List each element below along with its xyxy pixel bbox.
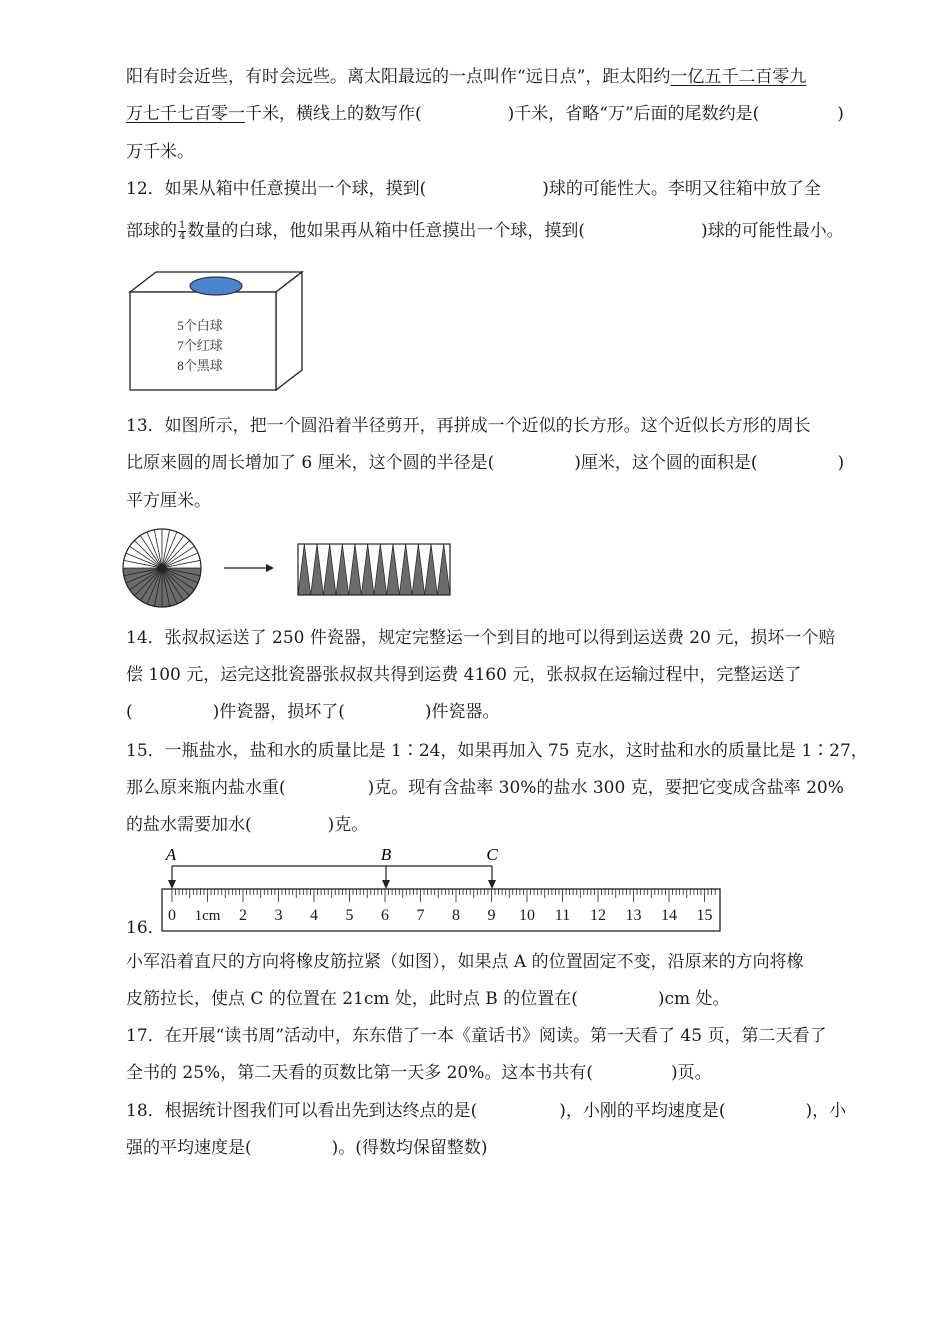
ruler-number: 8 [452, 907, 460, 924]
q15-line-2: 那么原来瓶内盐水重( )克。现有含盐率 30%的盐水 300 克，要把它变成含盐率 20% [126, 778, 844, 798]
q16-ruler-figure [150, 842, 726, 934]
q15-line-1: 15．一瓶盐水，盐和水的质量比是 1∶24，如果再加入 75 克水，这时盐和水的质量比是 1∶27， [126, 741, 868, 761]
ruler-number: 12 [590, 907, 606, 924]
q18-line-1: 18．根据统计图我们可以看出先到达终点的是( )，小刚的平均速度是( )，小 [126, 1101, 847, 1121]
ruler-number: 7 [416, 907, 425, 924]
q18-line-2: 强的平均速度是( )。(得数均保留整数) [126, 1138, 488, 1158]
ruler-number: 4 [310, 907, 318, 924]
ruler-number: 15 [696, 907, 713, 924]
ruler-number: 1cm [194, 908, 221, 924]
ruler-number: 9 [487, 907, 496, 924]
q11-line-3: 万千米。 [126, 142, 194, 162]
q16-line-2: 皮筋拉长，使点 C 的位置在 21cm 处，此时点 B 的位置在( )cm 处。 [126, 989, 730, 1009]
box-hole [190, 277, 242, 295]
point-label-b: B [380, 845, 392, 864]
q12-line-1: 12．如果从箱中任意摸出一个球，摸到( )球的可能性大。李明又往箱中放了全 [126, 179, 821, 199]
box-label-black: 8个黑球 [177, 358, 223, 373]
q14-line-1: 14．张叔叔运送了 250 件瓷器，规定完整运一个到目的地可以得到运送费 20 元，损坏一个赔 [126, 628, 836, 648]
rectangle-sector-up [361, 544, 374, 595]
q11-underlined-number-part1: 一亿五千二百零九 [670, 67, 807, 87]
q15-line-3: 的盐水需要加水( )克。 [126, 815, 369, 835]
ruler-number: 0 [168, 907, 176, 924]
rectangle-sector-up [399, 544, 412, 595]
rectangle-sector-up [298, 544, 311, 595]
arrow-a-head [168, 880, 176, 889]
q16-number: 16． [126, 918, 165, 938]
q13-line-2: 比原来圆的周长增加了 6 厘米，这个圆的半径是( )厘米，这个圆的面积是( ) [126, 453, 845, 473]
box-label-white: 5个白球 [177, 318, 223, 333]
q11-line-1: 阳有时会近些，有时会远些。离太阳最远的一点叫作“远日点”，距太阳约一亿五千二百零九 [126, 67, 807, 87]
q13-line-3: 平方厘米。 [126, 491, 211, 511]
rectangle-sector-up [437, 544, 450, 595]
q17-line-2: 全书的 25%，第二天看的页数比第一天多 20%。这本书共有( )页。 [126, 1063, 712, 1083]
sector-circle [123, 529, 201, 607]
ruler-number: 5 [345, 907, 354, 924]
rectangle-sector-up [323, 544, 336, 595]
ruler-number: 6 [381, 907, 389, 924]
box-label-red: 7个红球 [177, 338, 223, 353]
ruler-number: 14 [661, 907, 677, 924]
arrow-b-head [382, 880, 390, 889]
rectangle-sector-up [412, 544, 425, 595]
rectangle-sector-up [387, 544, 400, 595]
rectangle-sector-up [349, 544, 362, 595]
ruler-number: 11 [554, 907, 571, 924]
rectangle-sector-up [311, 544, 324, 595]
box-side-face [276, 272, 302, 390]
q13-circle-to-rectangle-figure [122, 526, 456, 612]
arrow-c-head [488, 880, 496, 889]
q13-line-1: 13．如图所示，把一个圆沿着半径剪开，再拼成一个近似的长方形。这个近似长方形的周长 [126, 416, 811, 436]
q11-underlined-number-part2: 万七千七百零一 [126, 104, 245, 124]
q12-line-2: 部球的 $\frac{1}{4}$ 数量的白球，他如果再从箱中任意摸出一个球，摸到( )球的可能性最小。 [126, 220, 844, 242]
ruler-number: 3 [274, 907, 283, 924]
rectangle-sector-up [425, 544, 438, 595]
transform-arrow-head [266, 564, 274, 572]
rectangle-sector-up [374, 544, 387, 595]
ruler-number: 10 [519, 907, 535, 924]
q12-fraction: $\frac{1}{4}$ [179, 220, 186, 242]
approximate-rectangle [298, 544, 450, 595]
q12-ball-box-figure [124, 268, 308, 394]
q14-line-2: 偿 100 元，运完这批瓷器张叔叔共得到运费 4160 元，张叔叔在运输过程中，完整运送了 [126, 665, 802, 685]
ruler-number: 13 [625, 907, 642, 924]
q11-line-2: 万七千七百零一千米，横线上的数写作( )千米，省略“万”后面的尾数约是( ) [126, 104, 844, 124]
point-label-c: C [486, 845, 498, 864]
point-label-a: A [165, 845, 177, 864]
ruler-number: 2 [239, 907, 247, 924]
q14-line-3: ( )件瓷器，损坏了( )件瓷器。 [126, 702, 500, 722]
rectangle-sector-up [336, 544, 349, 595]
q17-line-1: 17．在开展“读书周”活动中，东东借了一本《童话书》阅读。第一天看了 45 页，第二天看了 [126, 1026, 827, 1046]
q16-line-1: 小军沿着直尺的方向将橡皮筋拉紧（如图），如果点 A 的位置固定不变，沿原来的方向将橡 [126, 952, 804, 972]
